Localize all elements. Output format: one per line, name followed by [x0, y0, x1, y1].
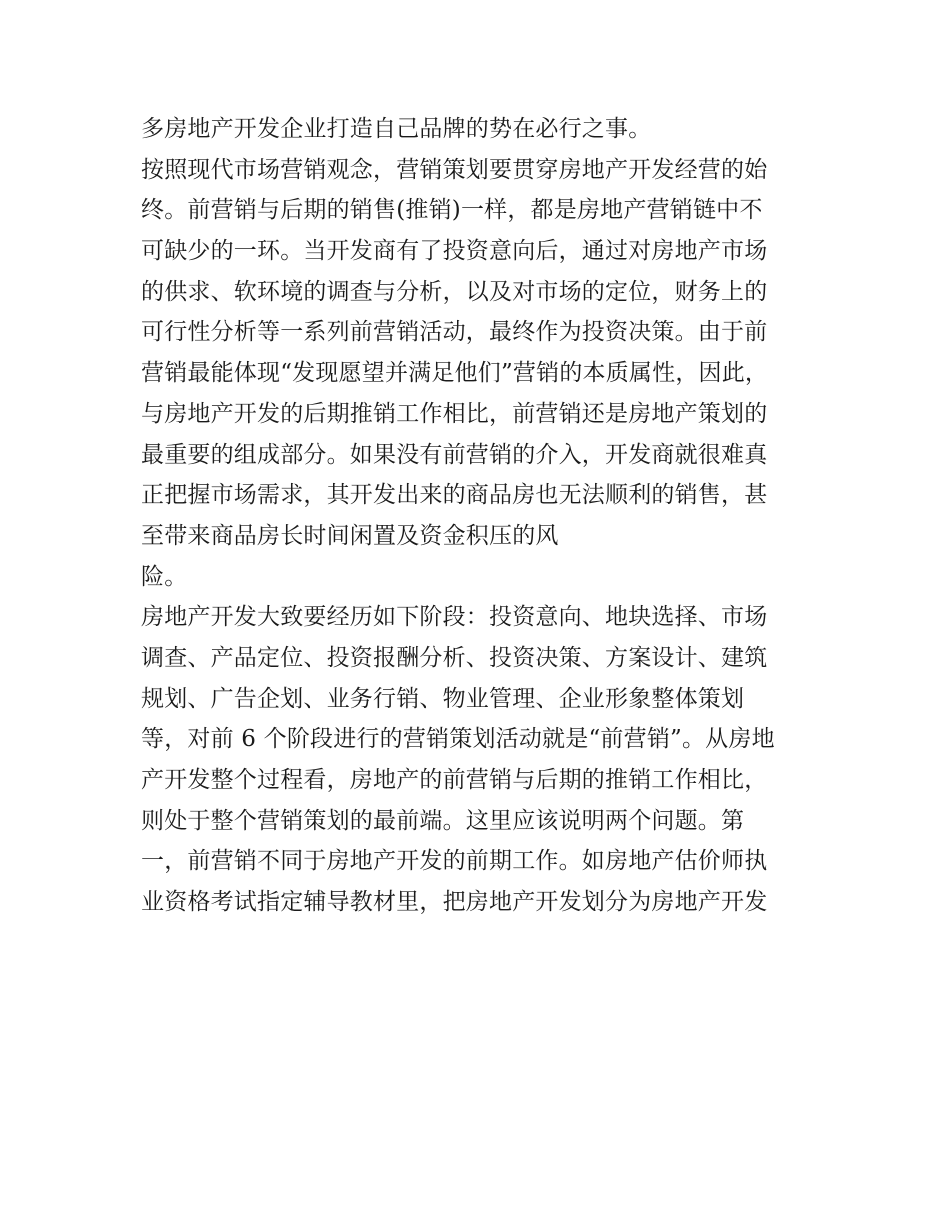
- text-line: 则处于整个营销策划的最前端。这里应该说明两个问题。第: [141, 807, 745, 834]
- text-line: 产开发整个过程看，房地产的前营销与后期的推销工作相比，: [141, 767, 768, 793]
- text-line: 按照现代市场营销观念，营销策划要贯穿房地产开发经营的始: [141, 156, 768, 183]
- text-line: 至带来商品房长时间闲置及资金积压的风: [141, 522, 559, 549]
- text-line: 可行性分析等一系列前营销活动，最终作为投资决策。由于前: [141, 319, 768, 346]
- text-line: 的供求、软环境的调查与分析，以及对市场的定位，财务上的: [141, 278, 768, 305]
- text-line: 险。: [141, 563, 188, 590]
- text-line: 等，对前 6 个阶段进行的营销策划活动就是“前营销”。从房地: [141, 726, 775, 753]
- text-line: 调查、产品定位、投资报酬分析、投资决策、方案设计、建筑: [141, 644, 768, 671]
- text-line: 正把握市场需求，其开发出来的商品房也无法顺利的销售，甚: [141, 482, 768, 509]
- text-line: 规划、广告企划、业务行销、物业管理、企业形象整体策划: [141, 685, 745, 712]
- text-line: 多房地产开发企业打造自己品牌的势在必行之事。: [141, 116, 652, 142]
- text-line: 可缺少的一环。当开发商有了投资意向后，通过对房地产市场: [141, 238, 768, 265]
- body-text: [141, 109, 821, 923]
- text-line: 一，前营销不同于房地产开发的前期工作。如房地产估价师执: [141, 848, 768, 875]
- text-line: 与房地产开发的后期推销工作相比，前营销还是房地产策划的: [141, 400, 768, 427]
- text-line: 终。前营销与后期的销售(推销)一样，都是房地产营销链中不: [141, 197, 763, 224]
- text-line: 房地产开发大致要经历如下阶段：投资意向、地块选择、市场: [141, 604, 768, 631]
- text-line: 业资格考试指定辅导教材里，把房地产开发划分为房地产开发: [141, 889, 768, 916]
- text-line: 最重要的组成部分。如果没有前营销的介入，开发商就很难真: [141, 441, 768, 468]
- text-line: 营销最能体现“发现愿望并满足他们”营销的本质属性，因此，: [141, 360, 769, 387]
